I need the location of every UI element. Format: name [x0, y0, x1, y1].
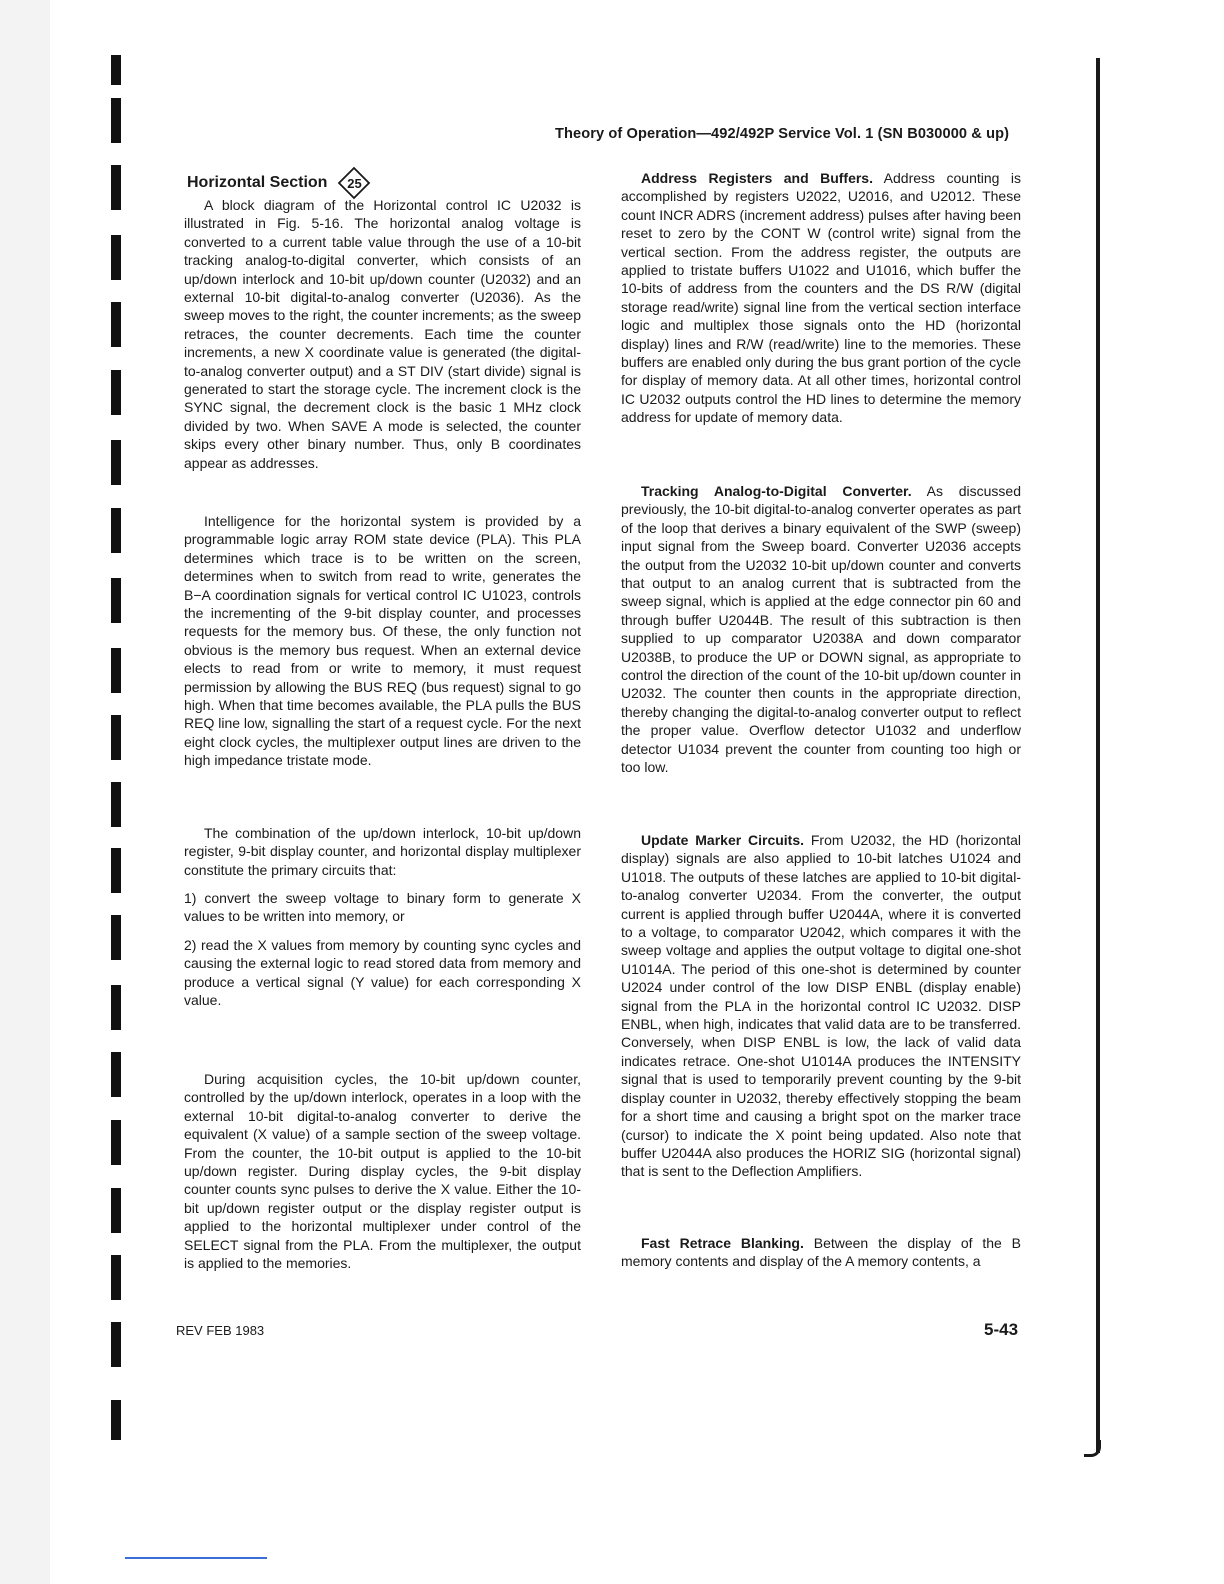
binding-mark — [111, 648, 121, 693]
page-edge-hook — [1084, 1440, 1101, 1457]
binding-mark — [111, 98, 121, 143]
paragraph — [621, 169, 1021, 427]
binding-mark — [111, 440, 121, 485]
binding-mark — [111, 1255, 121, 1300]
binding-mark — [111, 848, 121, 893]
binding-mark — [111, 508, 121, 553]
binding-mark — [111, 1400, 121, 1440]
binding-mark — [111, 1120, 121, 1165]
paragraph: The combination of the up/down interlock, 10-bit up/down register, 9-bit display counter, and horizontal display multiplexer constitute the primary circuits that: — [184, 825, 581, 878]
binding-mark — [111, 55, 121, 85]
run-in-heading: Update Marker Circuits. — [641, 832, 805, 848]
section-title-text: Horizontal Section — [187, 174, 328, 191]
binding-mark — [111, 915, 121, 960]
binding-mark — [111, 302, 121, 347]
paragraph-text: As discussed previously, the 10-bit digital-to-analog converter operates as part of the loop that derives a binary equivalent of the SWP (sweep) input signal from the Sweep board. Converter U2036 accepts the output from the U2032 10-bit up/down counter and converts that output to an analog current that is subtracted from the sweep signal, which is applied at the edge connector pin 60 and through buffer U2044B. The result of this subtraction is then supplied to up comparator U2038A and down comparator U2038B, to produce the UP or DOWN signal, as appropriate to control the direction of the count of the 10-bit up/down counter in U2032. The counter then counts in the appropriate direction, thereby changing the digital-to-analog converter output to reflect the proper value. Overflow detector U1032 and underflow detector U1034 prevent the counter from counting too high or too low. — [621, 483, 1021, 776]
page-number: 5-43 — [984, 1320, 1019, 1339]
section-title — [187, 166, 371, 200]
list-item: 1) convert the sweep voltage to binary form to generate X values to be written into memory, or — [184, 890, 581, 925]
diagram-reference-badge — [337, 166, 371, 200]
scan-margin-shadow — [0, 0, 50, 1584]
binding-mark — [111, 1322, 121, 1367]
paragraph — [621, 1234, 1021, 1271]
badge-number: 25 — [347, 175, 362, 191]
page-edge-rule — [1096, 58, 1100, 1453]
binding-mark — [111, 985, 121, 1030]
paragraph: Intelligence for the horizontal system is provided by a programmable logic array ROM state device (PLA). This PLA determines which trace is to be written on the screen, determines when to switch from read to write, generates the B−A coordination signals for vertical control IC U1023, controls the incrementing of the 9-bit display counter, and processes requests for the memory bus. Of these, the only function not obvious is the memory bus request. When an external device elects to read from or write to memory, it must request permission by allowing the BUS REQ (bus request) signal to go high. When that time becomes available, the PLA pulls the BUS REQ line low, signalling the start of a request cycle. For the next eight clock cycles, the multiplexer output lines are driven to the high impedance tristate mode. — [184, 513, 581, 769]
binding-mark — [111, 782, 121, 827]
paragraph-text: Address counting is accomplished by registers U2022, U2016, and U2012. These count INCR ADRS (increment address) pulses after having been reset to zero by the CONT W (control write) signal from the vertical section. From the address register, the outputs are applied to tristate buffers U1022 and U1016, which buffer the 10-bits of address from the counters and the DS R/W (digital storage read/write) signal line from the vertical section interface logic and multiplex those signals onto the HD (horizontal display) lines and R/W (read/write) line to the memories. These buffers are enabled only during the bus grant portion of the cycle for display of memory data. At all other times, horizontal control IC U2032 outputs control the HD lines to determine the memory address for update of memory data. — [621, 170, 1021, 426]
run-in-heading: Fast Retrace Blanking. — [641, 1235, 804, 1251]
revision-date: REV FEB 1983 — [176, 1323, 265, 1338]
binding-mark — [111, 1188, 121, 1233]
paragraph: A block diagram of the Horizontal control IC U2032 is illustrated in Fig. 5-16. The horizontal analog voltage is converted to a current table value through the use of a 10-bit tracking analog-to-digital converter, which consists of an up/down interlock and 10-bit up/down counter (U2032) and an external 10-bit digital-to-analog converter (U2036). As the sweep moves to the right, the counter increments; as the sweep retraces, the counter decrements. Each time the counter increments, a new X coordinate value is generated (the digital-to-analog converter output) and a ST DIV (start divide) signal is generated to start the storage cycle. The increment clock is the SYNC signal, the decrement clock is the basic 1 MHz clock divided by two. When SAVE A mode is selected, the counter skips every other binary number. Thus, only B coordinates appear as addresses. — [184, 197, 581, 471]
binding-mark — [111, 1052, 121, 1097]
binding-mark — [111, 715, 121, 760]
paragraph: During acquisition cycles, the 10-bit up/down counter, controlled by the up/down interlock, operates in a loop with the external 10-bit digital-to-analog converter to derive the equivalent (X value) of a sample section of the sweep voltage. From the counter, the 10-bit output is applied to the 10-bit up/down register. During display cycles, the 9-bit display counter counts sync pulses to derive the X value. Either the 10-bit up/down register output or the display register output is applied to the horizontal multiplexer under control of the SELECT signal from the PLA. From the multiplexer, the output is applied to the memories. — [184, 1071, 581, 1272]
bottom-accent-line — [125, 1557, 267, 1559]
list-item: 2) read the X values from memory by counting sync cycles and causing the external logic to read stored data from memory and produce a vertical signal (Y value) for each corresponding X value. — [184, 937, 581, 1009]
paragraph — [621, 482, 1021, 777]
run-in-heading: Address Registers and Buffers. — [641, 170, 873, 186]
paragraph-text: From U2032, the HD (horizontal display) signals are also applied to 10-bit latches U1024 and U1018. The outputs of these latches are applied to 10-bit digital-to-analog converter U2034. From the converter, the output current is applied through buffer U2044A, where it is converted to a voltage, to comparator U2042, which compares it with the sweep voltage and applies the output voltage to digital one-shot U1014A. The period of this one-shot is determined by counter U2024 under control of the low DISP ENBL (display enable) signal from the PLA in the horizontal control IC U2032. DISP ENBL, when high, indicates that valid data are to be transferred. Conversely, when DISP ENBL is low, the lack of valid data indicates retrace. One-shot U1014A produces the INTENSITY signal that is used to temporarily prevent counting by the 9-bit display counter in U2032, thereby effectively stopping the beam for a short time and causing a bright spot on the marker trace (cursor) to indicate the X point being updated. Also note that buffer U2044A also produces the HORIZ SIG (horizontal signal) that is sent to the Deflection Amplifiers. — [621, 832, 1021, 1180]
paragraph-text: Between the display of the B memory contents and display of the A memory contents, a — [621, 1235, 1022, 1270]
run-in-heading: Tracking Analog-to-Digital Converter. — [641, 483, 912, 499]
binding-mark — [111, 578, 121, 623]
binding-mark — [111, 235, 121, 280]
binding-mark — [111, 370, 121, 415]
running-header: Theory of Operation—492/492P Service Vol. 1 (SN B030000 & up) — [555, 126, 1010, 142]
paragraph — [621, 831, 1021, 1181]
binding-mark — [111, 165, 121, 210]
